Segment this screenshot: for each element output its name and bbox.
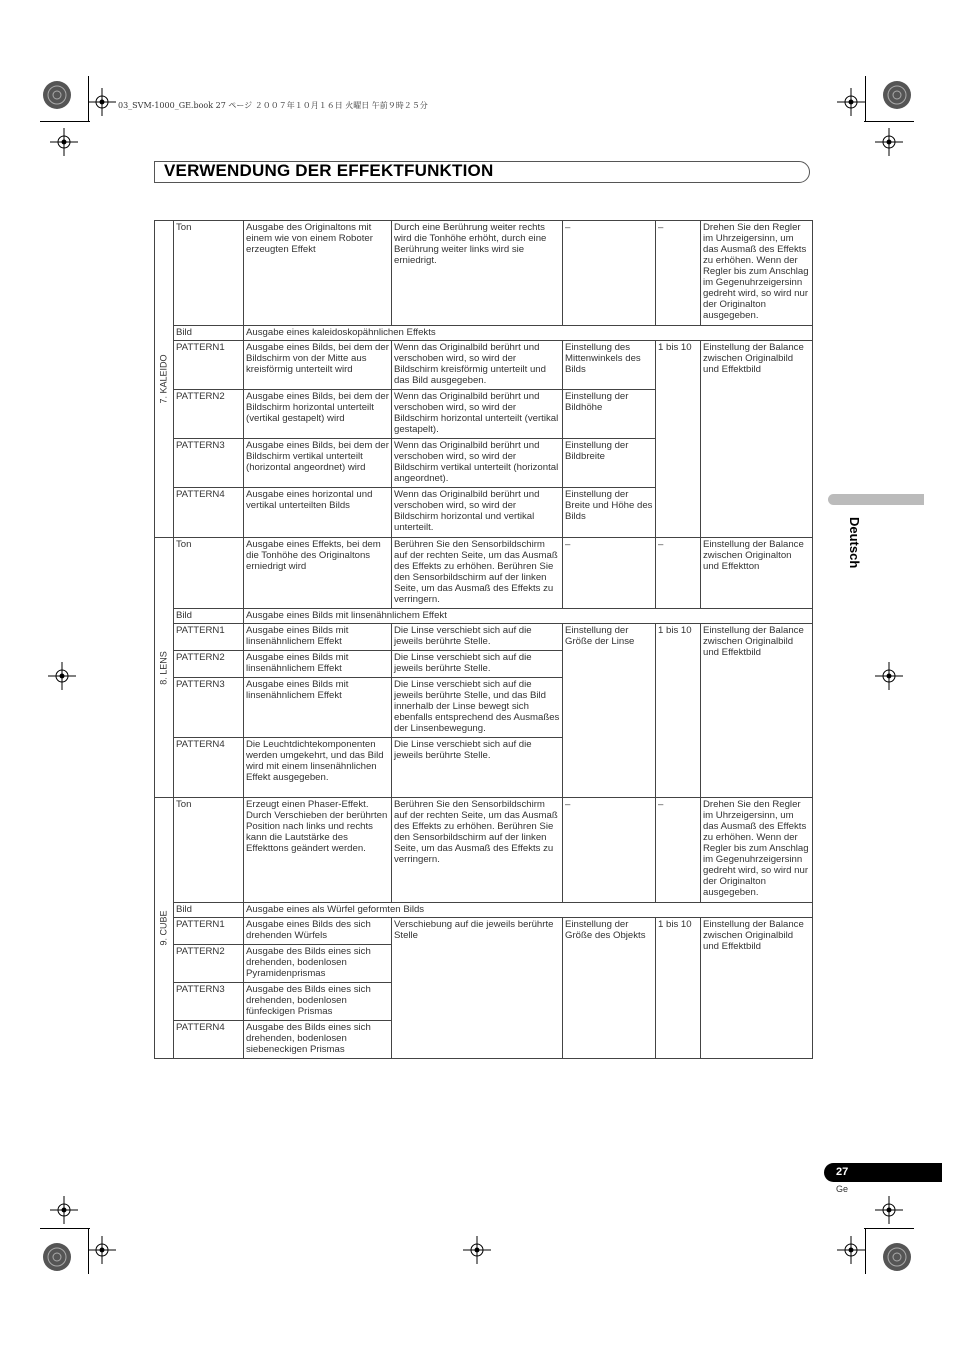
touch-operation: Durch eine Berührung weiter rechts wird die Tonhöhe erhöht, durch eine Berührung weiter links wird sie erniedrigt.	[392, 221, 563, 326]
crosshair-mark-upper-right	[875, 128, 903, 161]
crop-line	[40, 121, 90, 122]
pattern-label: PATTERN3	[174, 439, 244, 488]
group-label: 9. CUBE	[155, 798, 174, 1059]
crop-line	[40, 1228, 90, 1229]
touch-operation: Wenn das Originalbild berührt und verschoben wird, so wird der Bildschirm horizontal unterteilt (vertikal gestapelt).	[392, 390, 563, 439]
pattern-description: Ausgabe des Bilds eines sich drehenden, bodenlosen fünfeckigen Prismas	[244, 983, 392, 1021]
table-row	[155, 221, 813, 326]
pattern-label: PATTERN3	[174, 678, 244, 738]
pattern-description: Die Leuchtdichtekomponenten werden umgekehrt, und das Bild wird mit einem linsenähnlichen Effekt ausgegeben.	[244, 738, 392, 798]
bild-label: Bild	[174, 326, 244, 341]
knob-function: Einstellung der Balance zwischen Originalton und Effektton	[701, 538, 813, 609]
range: –	[656, 221, 701, 326]
crop-line	[865, 76, 866, 122]
range: –	[656, 798, 701, 903]
ton-label: Ton	[174, 538, 244, 609]
range: 1 bis 10	[656, 341, 701, 538]
language-tab	[828, 494, 924, 505]
crosshair-mark-lower-left	[50, 1196, 78, 1229]
touch-operation: Die Linse verschiebt sich auf die jeweils berührte Stelle.	[392, 651, 563, 678]
crop-line	[864, 1228, 914, 1229]
touch-operation: Wenn das Originalbild berührt und verschoben wird, so wird der Bildschirm horizontal und vertikal unterteilt.	[392, 488, 563, 538]
group-label: 7. KALEIDO	[155, 221, 174, 538]
crosshair-mark-lower-right	[875, 1196, 903, 1229]
bild-description: Ausgabe eines als Würfel geformten Bilds	[244, 903, 813, 918]
parameter: –	[563, 221, 656, 326]
parameter: Einstellung der Bildbreite	[563, 439, 656, 488]
knob-function: Einstellung der Balance zwischen Originalbild und Effektbild	[701, 918, 813, 1059]
bild-label: Bild	[174, 903, 244, 918]
range: 1 bis 10	[656, 918, 701, 1059]
language-label	[848, 517, 864, 597]
table-row	[155, 538, 813, 609]
pattern-description: Ausgabe des Bilds eines sich drehenden, bodenlosen siebeneckigen Prismas	[244, 1021, 392, 1059]
parameter: Einstellung der Breite und Höhe des Bilds	[563, 488, 656, 538]
bild-label: Bild	[174, 609, 244, 624]
crosshair-mark-mid-left	[48, 662, 76, 695]
pattern-label: PATTERN2	[174, 945, 244, 983]
effect-description: Erzeugt einen Phaser-Effekt. Durch Verschieben der berührten Position nach links und rechts kann die Lautstärke des Effekttons geändert werden.	[244, 798, 392, 903]
pattern-label: PATTERN1	[174, 624, 244, 651]
table-row	[155, 341, 813, 390]
range: –	[656, 538, 701, 609]
parameter: Einstellung der Bildhöhe	[563, 390, 656, 439]
pattern-description: Ausgabe eines Bilds, bei dem der Bildschirm horizontal unterteilt (vertikal gestapelt) wird	[244, 390, 392, 439]
pattern-label: PATTERN1	[174, 341, 244, 390]
crosshair-mark-mid-right	[875, 662, 903, 695]
page-number: 27	[836, 1166, 849, 1178]
pattern-label: PATTERN4	[174, 1021, 244, 1059]
parameter: –	[563, 538, 656, 609]
pattern-description: Ausgabe eines horizontal und vertikal unterteilten Bilds	[244, 488, 392, 538]
touch-operation: Berühren Sie den Sensorbildschirm auf der rechten Seite, um das Ausmaß des Effekts zu erhöhen. Berühren Sie den Sensorbildschirm auf der linken Seite, um das Ausmaß des Effekts zu verringern.	[392, 798, 563, 903]
pattern-description: Ausgabe eines Bilds mit linsenähnlichem Effekt	[244, 624, 392, 651]
knob-function: Einstellung der Balance zwischen Originalbild und Effektbild	[701, 624, 813, 798]
pattern-label: PATTERN4	[174, 738, 244, 798]
pattern-description: Ausgabe eines Bilds mit linsenähnlichem Effekt	[244, 651, 392, 678]
crosshair-mark-upper-left	[50, 128, 78, 161]
ton-label: Ton	[174, 221, 244, 326]
registration-mark-top-left	[40, 78, 74, 117]
parameter: –	[563, 798, 656, 903]
knob-function: Drehen Sie den Regler im Uhrzeigersinn, um das Ausmaß des Effekts zu erhöhen. Wenn der Regler bis zum Anschlag im Gegenuhrzeigersinn gedreht wird, so wird nur der Originalton ausgegeben.	[701, 221, 813, 326]
touch-operation: Verschiebung auf die jeweils berührte Stelle	[392, 918, 563, 1059]
effect-description: Ausgabe eines Effekts, bei dem die Tonhöhe des Originaltons erniedrigt wird	[244, 538, 392, 609]
table-row	[155, 918, 813, 945]
touch-operation: Wenn das Originalbild berührt und verschoben wird, so wird der Bildschirm kreisförmig unterteilt und das Bild ausgegeben.	[392, 341, 563, 390]
page-language-code: Ge	[836, 1184, 849, 1194]
bild-description: Ausgabe eines Bilds mit linsenähnlichem Effekt	[244, 609, 813, 624]
registration-mark-top-right	[880, 78, 914, 117]
crosshair-mark-bottom-right	[837, 1236, 865, 1269]
pattern-label: PATTERN2	[174, 651, 244, 678]
table-row	[155, 624, 813, 651]
registration-mark-bottom-right	[880, 1240, 914, 1279]
table-row	[155, 798, 813, 903]
pattern-label: PATTERN1	[174, 918, 244, 945]
pattern-label: PATTERN3	[174, 983, 244, 1021]
pattern-description: Ausgabe eines Bilds des sich drehenden Würfels	[244, 918, 392, 945]
pattern-label: PATTERN4	[174, 488, 244, 538]
touch-operation: Berühren Sie den Sensorbildschirm auf der rechten Seite, um das Ausmaß des Effekts zu erhöhen. Berühren Sie den Sensorbildschirm auf der linken Seite, um das Ausmaß des Effekts zu verringern.	[392, 538, 563, 609]
section-title: VERWENDUNG DER EFFEKTFUNKTION	[164, 161, 494, 180]
touch-operation: Die Linse verschiebt sich auf die jeweils berührte Stelle.	[392, 738, 563, 798]
file-info: 03_SVM-1000_GE.book 27 ページ ２００７年１０月１６日 火曜日 午前９時２５分	[118, 101, 428, 110]
registration-mark-bottom-left	[40, 1240, 74, 1279]
crop-line	[864, 121, 914, 122]
touch-operation: Die Linse verschiebt sich auf die jeweils berührte Stelle, und das Bild innerhalb der Linse bewegt sich ebenfalls entsprechend des Ausmaßes der Linsenbewegung.	[392, 678, 563, 738]
knob-function: Einstellung der Balance zwischen Originalbild und Effektbild	[701, 341, 813, 538]
range: 1 bis 10	[656, 624, 701, 798]
pattern-description: Ausgabe eines Bilds mit linsenähnlichem Effekt	[244, 678, 392, 738]
crosshair-mark-top-right	[837, 88, 865, 121]
group-label: 8. LENS	[155, 538, 174, 798]
pattern-description: Ausgabe eines Bilds, bei dem der Bildschirm vertikal unterteilt (horizontal angeordnet) wird	[244, 439, 392, 488]
ton-label: Ton	[174, 798, 244, 903]
pattern-description: Ausgabe des Bilds eines sich drehenden, bodenlosen Pyramidenprismas	[244, 945, 392, 983]
parameter: Einstellung der Größe des Objekts	[563, 918, 656, 1059]
table-row	[155, 609, 813, 624]
effect-table	[154, 220, 813, 1059]
parameter: Einstellung des Mittenwinkels des Bilds	[563, 341, 656, 390]
touch-operation: Die Linse verschiebt sich auf die jeweils berührte Stelle.	[392, 624, 563, 651]
bild-description: Ausgabe eines kaleidoskopähnlichen Effekts	[244, 326, 813, 341]
crosshair-mark-bottom-left	[88, 1236, 116, 1269]
crosshair-mark-top-left	[88, 88, 116, 121]
knob-function: Drehen Sie den Regler im Uhrzeigersinn, um das Ausmaß des Effekts zu erhöhen. Wenn der Regler bis zum Anschlag im Gegenuhrzeigersinn gedreht wird, so wird nur der Originalton ausgegeben.	[701, 798, 813, 903]
pattern-description: Ausgabe eines Bilds, bei dem der Bildschirm von der Mitte aus kreisförmig unterteilt wird	[244, 341, 392, 390]
crop-line	[88, 76, 89, 122]
crop-line	[865, 1228, 866, 1274]
crosshair-mark-bottom-center	[463, 1236, 491, 1269]
effect-description: Ausgabe des Originaltons mit einem wie von einem Roboter erzeugten Effekt	[244, 221, 392, 326]
crop-line	[88, 1228, 89, 1274]
pattern-label: PATTERN2	[174, 390, 244, 439]
language-label-text: Deutsch	[847, 517, 862, 569]
table-row	[155, 903, 813, 918]
parameter: Einstellung der Größe der Linse	[563, 624, 656, 798]
touch-operation: Wenn das Originalbild berührt und verschoben wird, so wird der Bildschirm vertikal unterteilt (horizontal angeordnet).	[392, 439, 563, 488]
table-row	[155, 326, 813, 341]
